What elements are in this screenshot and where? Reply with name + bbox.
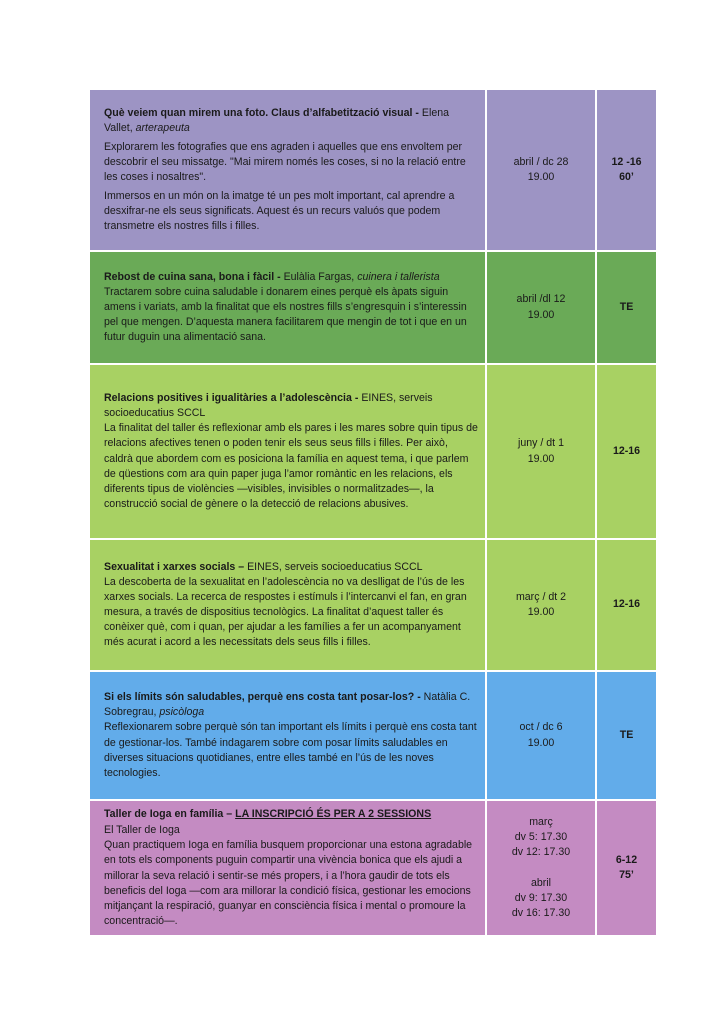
table-row — [89, 539, 657, 671]
activity-date-cell: abril / dc 28 19.00 — [486, 89, 596, 251]
activity-date-cell — [486, 800, 596, 936]
activity-date-cell: juny / dt 1 19.00 — [486, 364, 596, 539]
activity-description-cell — [89, 364, 486, 539]
activity-text: Quan practiquem Ioga en família busquem proporcionar una estona agradable en tots els components puguin compartir una vivència bonica que els ajudi a millorar la seva relació i sentir-se més propers, i a l’hora gaudir de tots els beneficis del Ioga —com ara millorar la condició física, gestionar les emocions mitjançant la respiració, guanyar en consciència física i mental o promoure la concentració—. — [104, 839, 473, 927]
activity-age-cell: 6-12 75’ — [596, 800, 657, 936]
table-row — [89, 671, 657, 800]
activity-text: Explorarem les fotografies que ens agraden i aquelles que ens envoltem per descobrir el seu missatge. "Mai mirem només les coses, si no la relació entre les coses i nosaltres". — [104, 140, 466, 183]
activity-title: Què veiem quan mirem una foto. Claus d’alfabetització visual - Elena Vallet, arterapeuta — [104, 106, 450, 134]
date-group: abril dv 9: 17.30 dv 16: 17.30 — [511, 877, 571, 920]
activity-text: Reflexionarem sobre perquè són tan important els límits i perquè ens costa tant de gestionar-los. També indagarem sobre com posar límits saludables en diverses situacions quotidianes, entre elles també en l’ús de les noves tecnologies. — [104, 721, 477, 779]
table-row — [89, 251, 657, 364]
activity-title: Sexualitat i xarxes socials – EINES, serveis socioeducatius SCCL — [104, 560, 423, 573]
activity-age-cell: 12-16 — [596, 539, 657, 671]
activity-description-cell — [89, 800, 486, 936]
activity-subtitle: El Taller de Ioga — [104, 824, 180, 837]
activity-title: Taller de Ioga en família – LA INSCRIPCIÓ ÉS PER A 2 SESSIONS — [104, 808, 432, 821]
table-row — [89, 364, 657, 539]
activity-text: Immersos en un món on la imatge té un pes molt important, cal aprendre a desxifrar-ne els seus significats. Aquest és un recurs valuós que podem transmetre els nostres fills i filles. — [104, 190, 455, 233]
activity-title: Relacions positives i igualitàries a l’adolescència - EINES, serveis socioeducatius SCCL — [104, 392, 433, 420]
activity-text: Tractarem sobre cuina saludable i donarem eines perquè els àpats siguin amens i variats, amb la finalitat que els nostres fills s’engresquin i s’interessin pel que mengen. D’aquesta manera facilitarem que mengin de tot i que en un futur duguin una alimentació sana. — [104, 285, 467, 344]
activity-age-cell: 12 -16 60’ — [596, 89, 657, 251]
activity-text: La descoberta de la sexualitat en l’adolescència no va deslligat de l’ús de les xarxes socials. La recerca de respostes i estímuls i l’intercanvi el fan, en gran mesura, a través de dispositius tecnològics. La finalitat d’aquest taller és conèixer què, com i quan, per ajudar a les famílies a fer un acompanyament més acurat i acord a les necessitats dels seus fills i filles. — [104, 575, 467, 649]
activity-description-cell — [89, 89, 486, 251]
activity-age-cell: 12-16 — [596, 364, 657, 539]
activity-date-cell: març / dt 2 19.00 — [486, 539, 596, 671]
activities-table — [88, 88, 658, 937]
activity-description-cell — [89, 539, 486, 671]
activity-date-cell: oct / dc 6 19.00 — [486, 671, 596, 800]
table-row — [89, 89, 657, 251]
activity-title: Si els límits són saludables, perquè ens costa tant posar-los? - Natàlia C. Sobregrau, psicòloga — [104, 691, 471, 719]
activity-description-cell — [89, 671, 486, 800]
activity-date-cell: abril /dl 12 19.00 — [486, 251, 596, 364]
activity-age-cell: TE — [596, 251, 657, 364]
activity-description-cell — [89, 251, 486, 364]
date-group: març dv 5: 17.30 dv 12: 17.30 — [511, 815, 571, 858]
activity-text: La finalitat del taller és reflexionar amb els pares i les mares sobre quin tipus de relacions afectives tenen o poden tenir els seus seus fills i filles. Per això, caldrà que abordem com es posiciona la família en aquest tema, i que parlem de qüestions com ara quin paper juga l’amor romàntic en les relacions, els diferents tipus de violències —visibles, invisibles o normalitzades—, la construcció social de gènere o la detecció de relacions abusives. — [104, 422, 478, 510]
activity-title: Rebost de cuina sana, bona i fàcil - Eulàlia Fargas, cuinera i tallerista — [104, 270, 440, 283]
table-row — [89, 800, 657, 936]
activity-age-cell: TE — [596, 671, 657, 800]
